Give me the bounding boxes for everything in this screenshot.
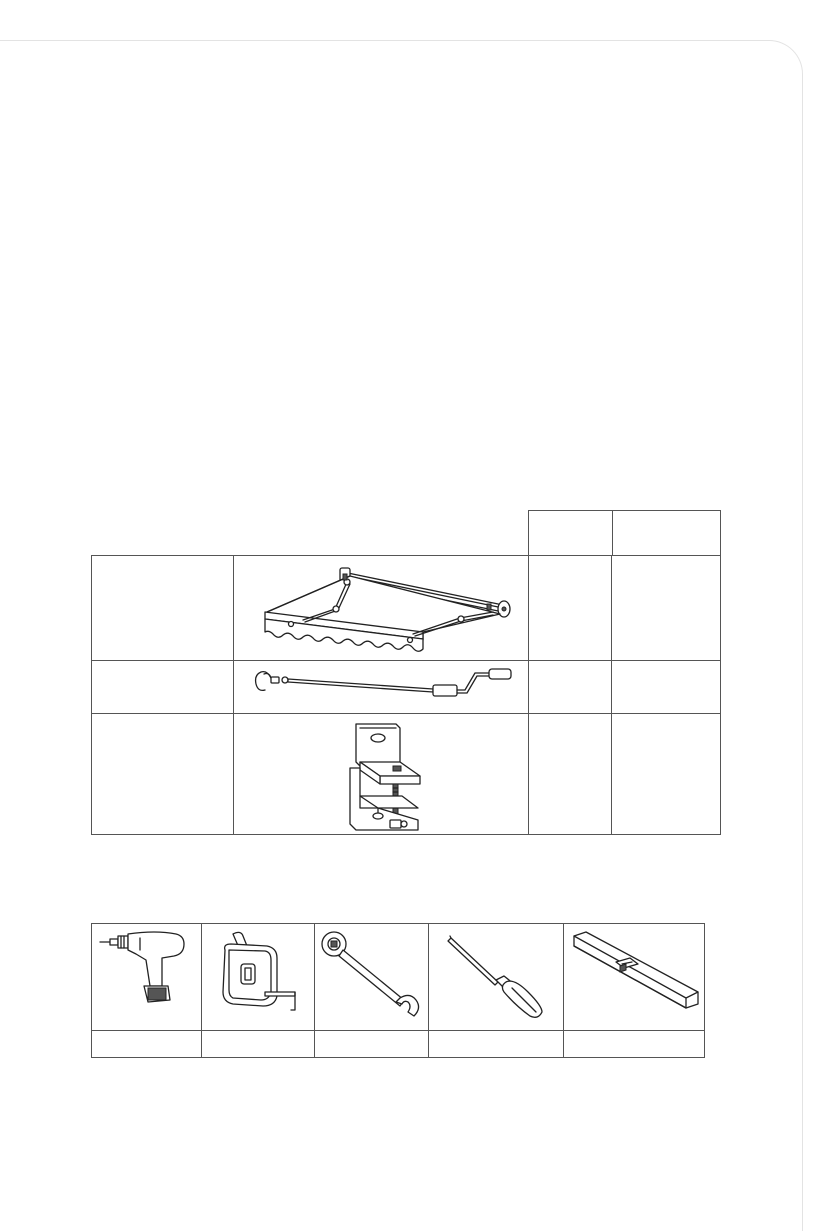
drill-icon: [96, 928, 196, 1024]
spirit-level-icon: [566, 928, 702, 1024]
tape-measure-icon: [205, 926, 311, 1026]
parts-table: [91, 555, 721, 835]
awning-icon: [255, 562, 515, 656]
parts-table-header: [528, 510, 721, 556]
crank-handle-icon: [245, 666, 515, 706]
wrench-icon: [318, 928, 426, 1024]
wall-bracket-icon: [338, 720, 438, 834]
tools-table: [91, 923, 705, 1058]
screwdriver-icon: [432, 928, 560, 1024]
